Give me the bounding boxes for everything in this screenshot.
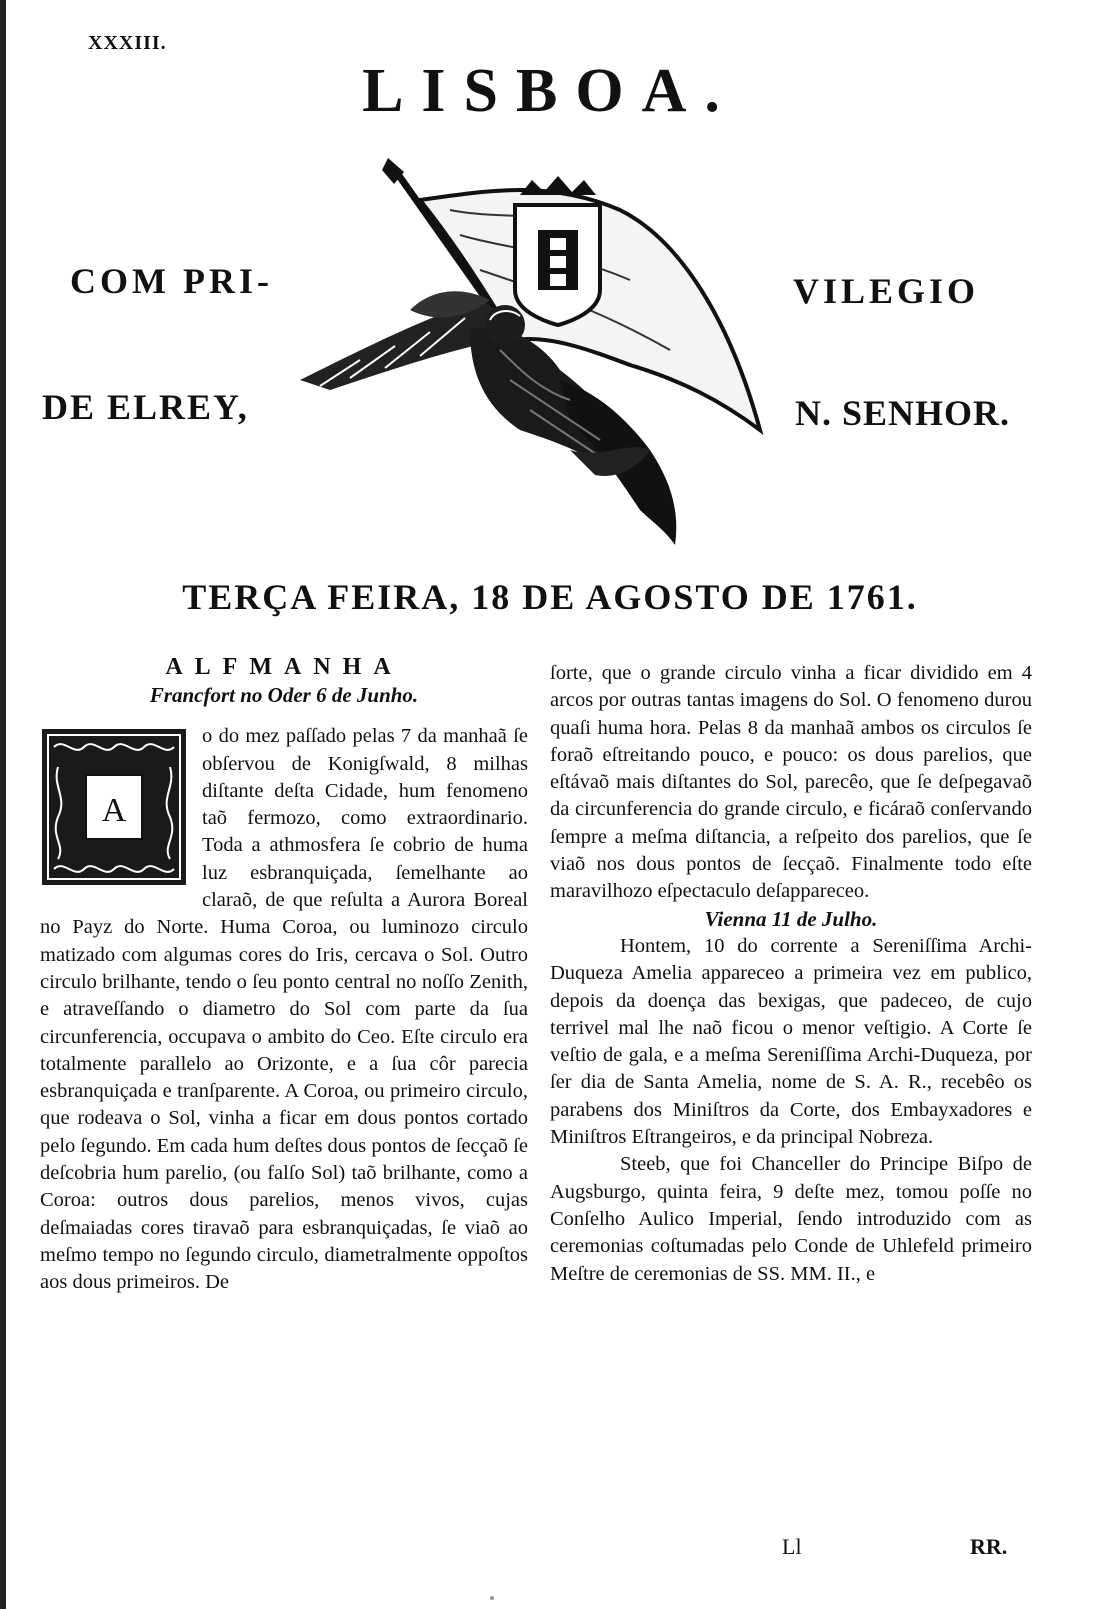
article-paragraph-2: Hontem, 10 do corrente a Sereniſſima Archi-Duqueza Amelia appareceo a primeira vez em publico, depois da doença das bexigas, que padeceo, de cujo terrivel mal lhe naõ ficou o menor veſtigio. A Corte ſe veſtio de gala, e a meſma Sereniſſima Archi-Duqueza, por ſer dia de Santa Amelia, nome de S. A. R., recebêo os parabens dos Miniſtros da Corte, dos Embayxadores e Miniſtros Eſtrangeiros, e da principal Nobreza. — [550, 934, 1032, 1149]
country-heading: ALFMANHA — [165, 654, 403, 680]
paper-speck — [490, 1596, 494, 1600]
place-date-heading-2: Vienna 11 de Julho. — [704, 906, 878, 931]
angel-with-royal-banner-icon — [300, 150, 770, 560]
privilege-line-1: COM PRI- — [70, 261, 273, 301]
drop-cap-letter: A — [101, 792, 127, 830]
privilege-line-4: N. SENHOR. — [795, 393, 1011, 433]
page-edge-shadow — [0, 0, 6, 1609]
place-date-heading: Francfort no Oder 6 de Junho. — [149, 683, 419, 707]
signature-mark: Ll — [782, 1534, 802, 1559]
left-column — [40, 652, 528, 1297]
article-paragraph-3: Steeb, que foi Chanceller do Principe Biſpo de Augsburgo, quinta feira, 9 deſte mez, tomou poſſe no Conſelho Aulico Imperial, ſendo introduzido com as ceremonias coſtumadas pelo Conde de Uhlefeld primeiro Meſtre de ceremonias de SS. MM. II., e — [550, 1153, 1032, 1285]
privilege-line-3: DE ELREY, — [42, 387, 249, 427]
ornamental-drop-cap — [40, 727, 188, 887]
privilege-line-2: VILEGIO — [793, 271, 980, 311]
catchword: RR. — [970, 1534, 1008, 1559]
issue-number: XXXIII. — [88, 32, 167, 54]
right-column — [550, 660, 1032, 1288]
masthead-title: LISBOA. — [362, 57, 738, 125]
article-paragraph-1: o do mez paſſado pelas 7 da manhaã ſe obſervou de Konigſwald, 8 milhas diſtante deſta Cidade, hum fenomeno taõ fermozo, como extraordinario. Toda a athmosfera ſe cobrio de huma luz esbranquiçada, ſemelhante ao claraõ, de que reſulta a Aurora Boreal no Payz do Norte. Huma Coroa, ou luminozo circulo matizado com algumas cores do Iris, cercava o Sol. Outro circulo brilhante, tendo o ſeu ponto central no noſſo Zenith, e atraveſſando o diametro do Sol com parte da ſua circunferencia, occupava o ambito do Ceo. Eſte circulo era totalmente parallelo ao Orizonte, e a ſua côr parecia esbranquiçada e tranſparente. A Coroa, ou primeiro circulo, que rodeava o Sol, vinha a ficar em dous pontos cortado pelo ſegundo. Em cada hum deſtes dous pontos de ſecçaõ ſe deſcobria hum parelio, (ou falſo Sol) taõ brilhante, como a Coroa: outros dous parelios, menos vivos, cujas deſmaiadas cores tiravaõ para esbranquiçadas, ſe viaõ ao meſmo tempo no ſegundo circulo, diametralmente oppoſtos aos dous primeiros. De — [40, 725, 528, 1294]
issue-dateline: TERÇA FEIRA, 18 DE AGOSTO DE 1761. — [182, 577, 918, 617]
article-paragraph-1-continued: ſorte, que o grande circulo vinha a ficar dividido em 4 arcos por outras tantas imagens do Sol. O fenomeno durou quaſi huma hora. Pelas 8 da manhaã ambos os circulos ſe foraõ eſtreitando pouco, e pouco: os dous parelios, que eſtávaõ mais diſtantes do Sol, parecêo, que ſe deſpegavaõ da circunferencia do grande circulo, e ficáraõ conſervando ſempre a meſma diſtancia, a reſpeito dos parelios, que ſe viaõ nos dous pontos de ſecçaõ. Finalmente todo eſte maravilhozo eſpectaculo deſappareceo. — [550, 662, 1032, 903]
